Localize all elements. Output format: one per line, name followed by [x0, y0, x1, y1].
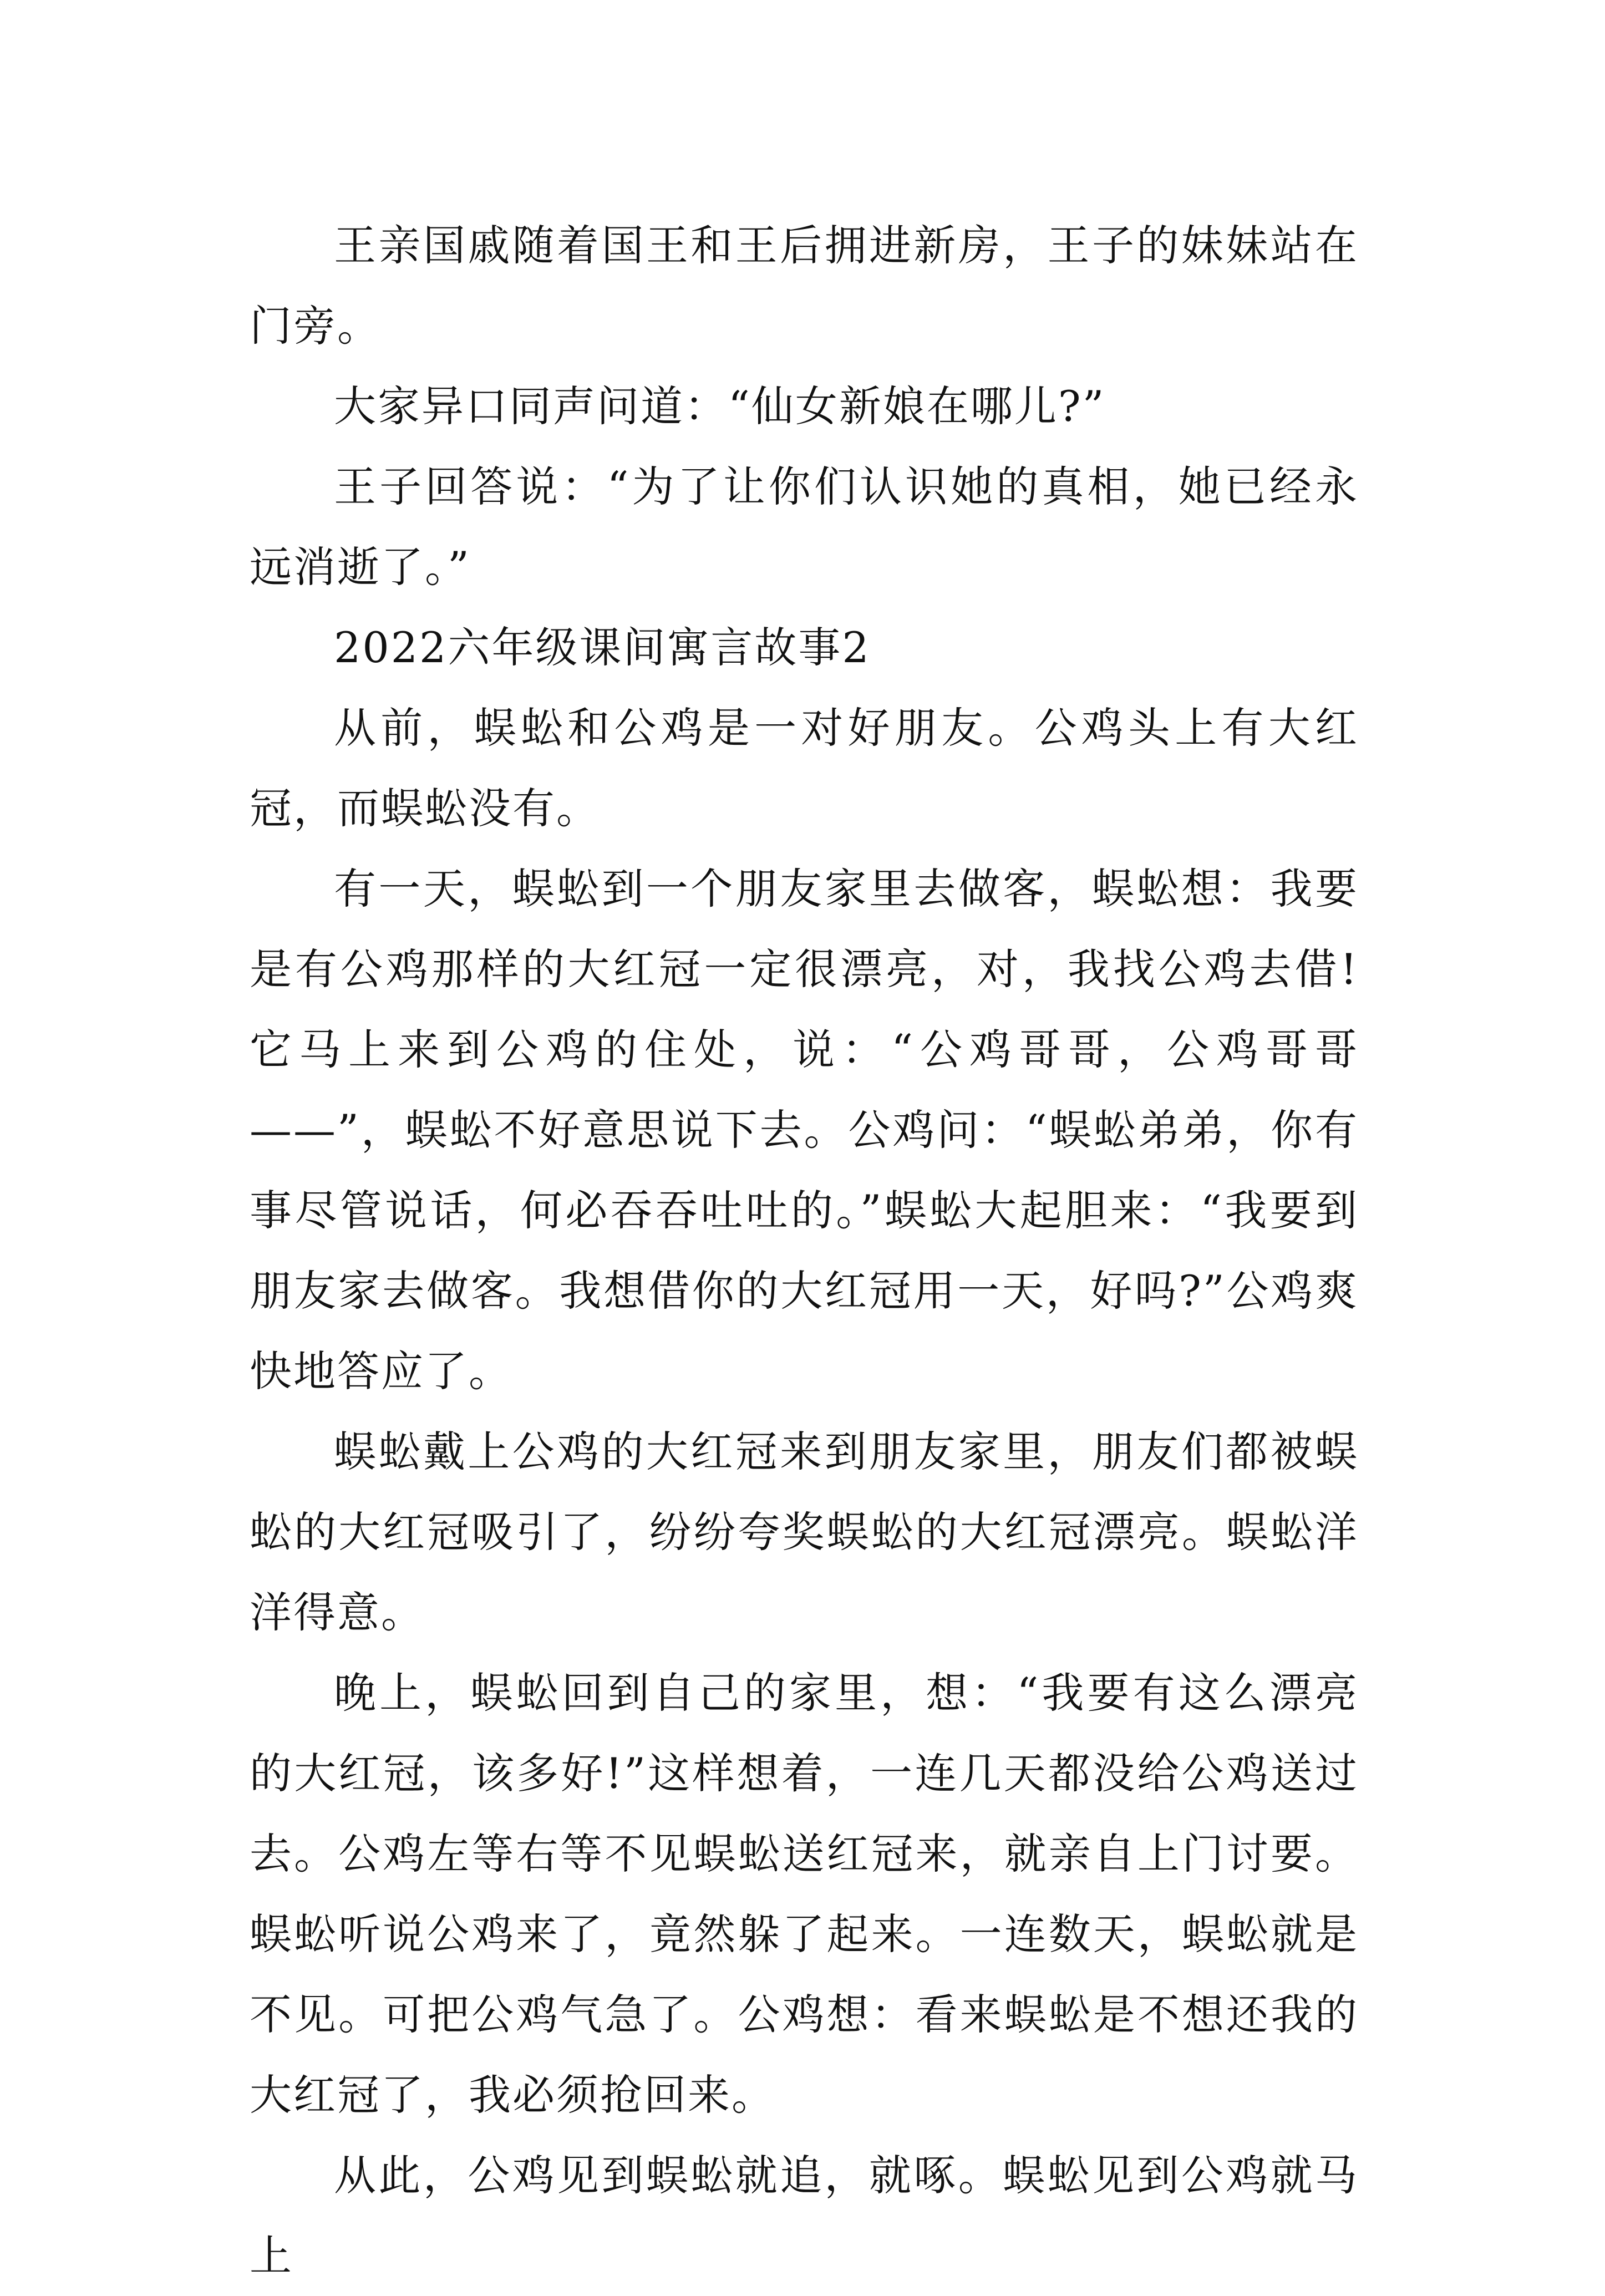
- section-heading: 2022六年级课间寓言故事2: [334, 623, 871, 672]
- paragraph: 从此，公鸡见到蜈蚣就追，就啄。蜈蚣见到公鸡就马上: [250, 2151, 1359, 2280]
- paragraph: 从前，蜈蚣和公鸡是一对好朋友。公鸡头上有大红冠，而蜈蚣没有。: [250, 703, 1359, 833]
- document-body: [250, 205, 1359, 2296]
- paragraph: 蜈蚣戴上公鸡的大红冠来到朋友家里，朋友们都被蜈蚣的大红冠吸引了，纷纷夸奖蜈蚣的大红冠漂亮。蜈蚣洋洋得意。: [250, 1427, 1359, 1637]
- paragraph: 王子回答说：“为了让你们认识她的真相，她已经永远消逝了。”: [250, 462, 1359, 592]
- paragraph: 有一天，蜈蚣到一个朋友家里去做客，蜈蚣想：我要是有公鸡那样的大红冠一定很漂亮，对，我找公鸡去借!它马上来到公鸡的住处，说：“公鸡哥哥，公鸡哥哥——”，蜈蚣不好意思说下去。公鸡问：“蜈蚣弟弟，你有事尽管说话，何必吞吞吐吐的。”蜈蚣大起胆来：“我要到朋友家去做客。我想借你的大红冠用一天，好吗?”公鸡爽快地答应了。: [250, 864, 1359, 1396]
- paragraph: 大家异口同声问道：“仙女新娘在哪儿?”: [334, 382, 1106, 431]
- paragraph: 晚上，蜈蚣回到自己的家里，想：“我要有这么漂亮的大红冠，该多好!”这样想着，一连几天都没给公鸡送过去。公鸡左等右等不见蜈蚣送红冠来，就亲自上门讨要。蜈蚣听说公鸡来了，竟然躲了起来。一连数天，蜈蚣就是不见。可把公鸡气急了。公鸡想：看来蜈蚣是不想还我的大红冠了，我必须抢回来。: [250, 1668, 1359, 2120]
- paragraph: 王亲国戚随着国王和王后拥进新房，王子的妹妹站在门旁。: [250, 221, 1359, 351]
